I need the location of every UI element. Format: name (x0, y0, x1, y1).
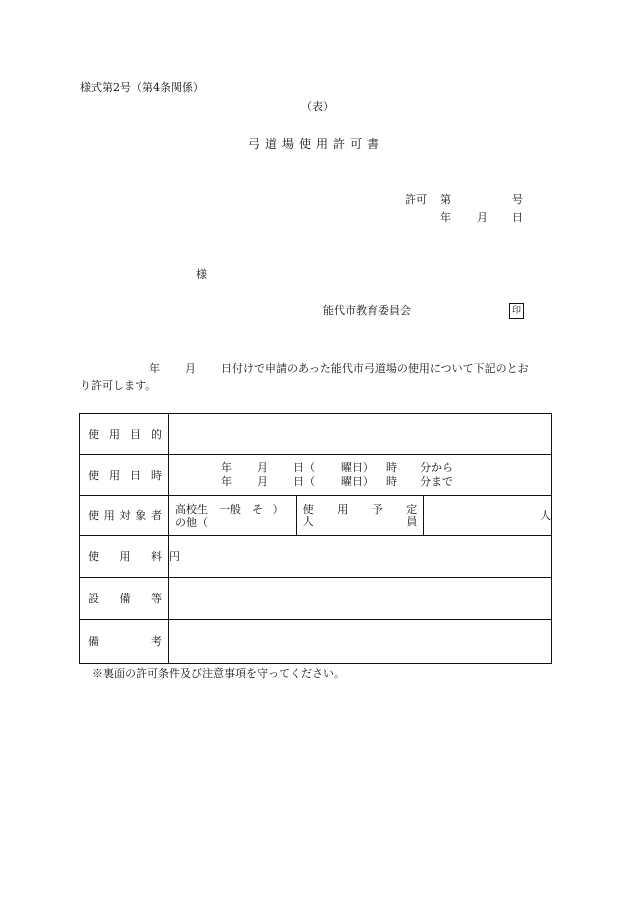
permit-dai: 第 (440, 193, 451, 206)
purpose-value[interactable] (169, 414, 552, 455)
remarks-value[interactable] (169, 620, 552, 664)
equipment-label: 設 備 等 (88, 592, 162, 605)
target-value[interactable] (169, 496, 297, 536)
footer-note: ※裏面の許可条件及び注意事項を守ってください。 (92, 667, 345, 680)
document-title: 弓道場使用許可書 (248, 137, 385, 151)
fee-label: 使 用 料 (88, 550, 162, 563)
date-day: 日 (512, 211, 523, 224)
datetime-to-line: 年 月 日（ 曜日） 時 分まで (221, 475, 453, 488)
remarks-label: 備 考 (88, 635, 162, 648)
datetime-value[interactable] (169, 455, 552, 496)
recipient-honorific: 様 (196, 268, 207, 281)
fee-value[interactable]: 円 (169, 536, 552, 578)
row-fee (80, 536, 552, 578)
row-remarks (80, 620, 552, 664)
target-label: 使 用 対 象 者 (88, 509, 162, 522)
target-close: ） (272, 502, 284, 516)
row-datetime (80, 455, 552, 496)
equipment-value[interactable] (169, 578, 552, 620)
people-count-value[interactable]: 人 (424, 496, 552, 536)
target-options: 高校生 一般 その他（ (175, 502, 263, 529)
permit-details-table (79, 413, 552, 664)
body-year: 年 (149, 362, 160, 375)
scheduled-label-bottom: 人 員 (302, 514, 418, 528)
purpose-label: 使 用 目 的 (88, 427, 162, 441)
row-target (80, 496, 552, 536)
date-year: 年 (440, 211, 451, 224)
datetime-from-line: 年 月 日（ 曜日） 時 分から (221, 461, 453, 474)
seal-mark: 印 (509, 303, 524, 319)
body-text-line1: 日付けで申請のあった能代市弓道場の使用について下記のとお (221, 362, 529, 375)
datetime-label: 使 用 日 時 (88, 468, 162, 482)
row-purpose (80, 414, 552, 455)
issuer-name: 能代市教育委員会 (323, 304, 411, 317)
form-number: 様式第2号（第4条関係） (80, 81, 204, 94)
permit-prefix: 許可 (405, 193, 427, 206)
permit-gou: 号 (512, 193, 523, 206)
body-month: 月 (185, 362, 196, 375)
side-indicator: （表） (301, 100, 334, 113)
date-month: 月 (477, 211, 488, 224)
row-equipment (80, 578, 552, 620)
scheduled-label-top: 使 用 予 定 (302, 502, 418, 516)
body-text-line2: り許可します。 (80, 379, 157, 392)
